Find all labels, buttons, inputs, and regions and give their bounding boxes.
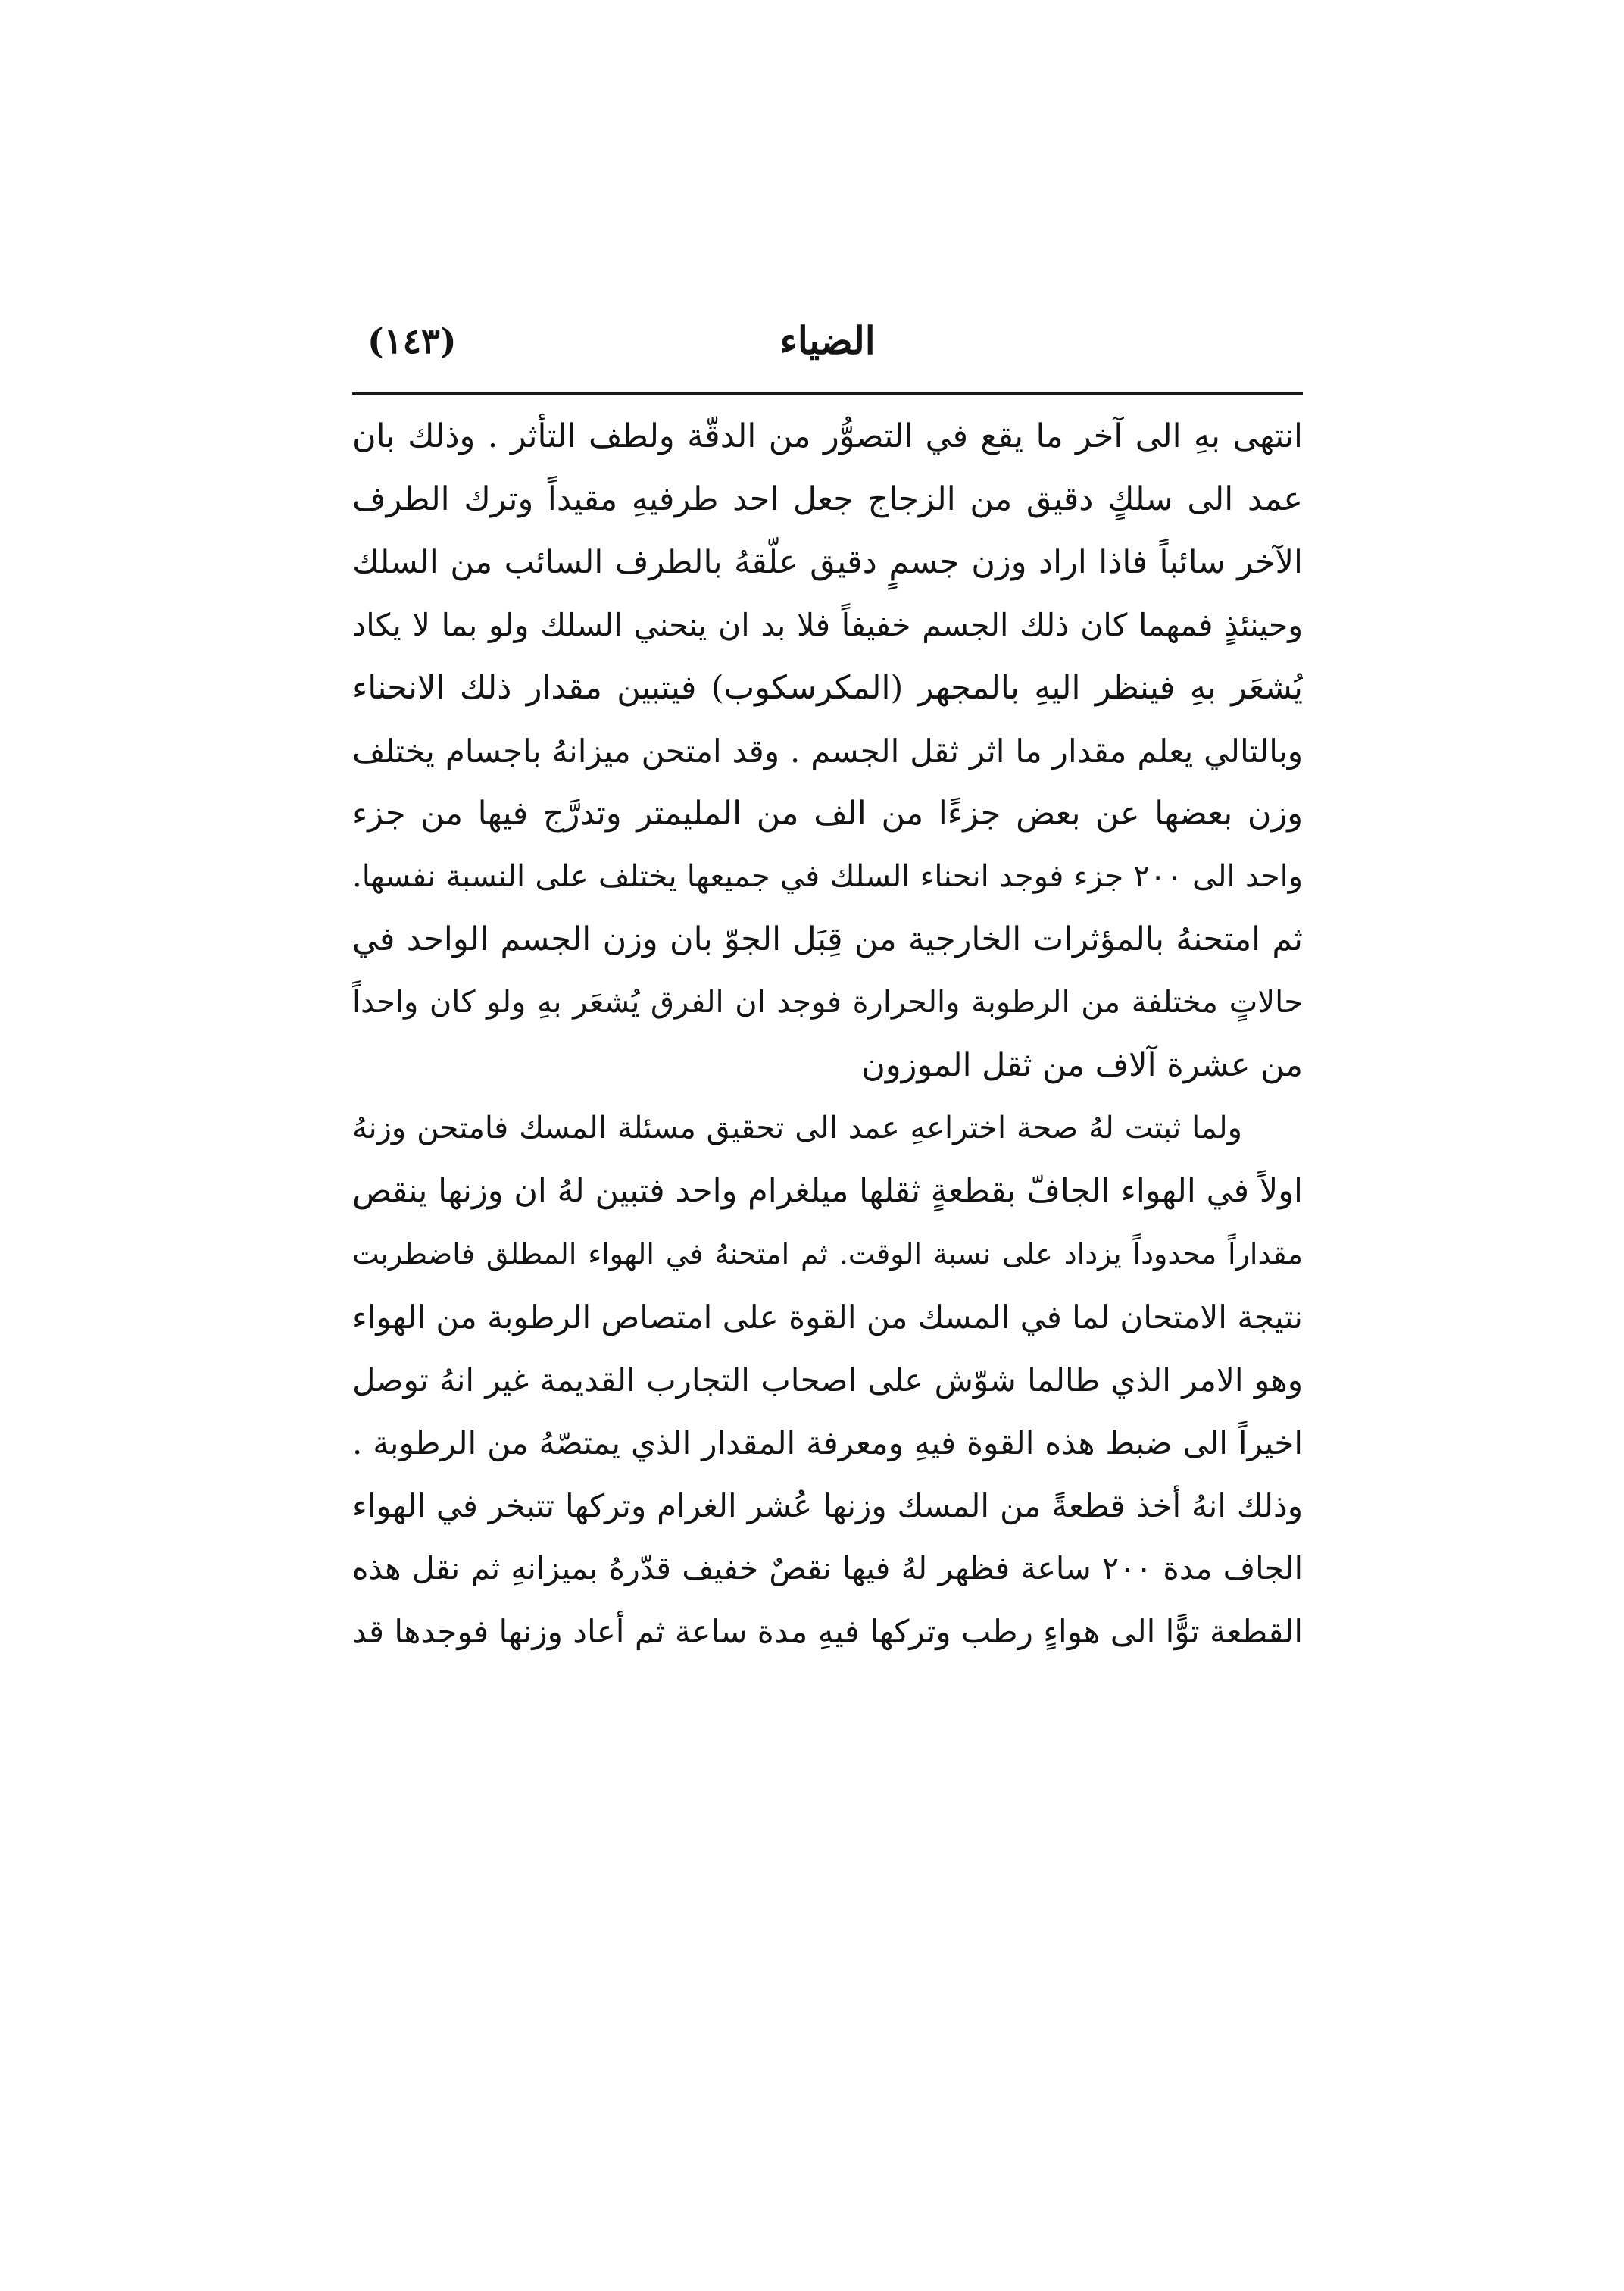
page-number: (١٤٣) [367, 320, 457, 361]
text-line: عمد الى سلكٍ دقيق من الزجاج جعل احد طرفيهِ مقيداً وترك الطرف [352, 480, 1303, 518]
page-header [352, 311, 1303, 386]
text-line: وبالتالي يعلم مقدار ما اثر ثقل الجسم . وقد امتحن ميزانهُ باجسام يختلف [352, 733, 1303, 770]
text-line: من عشرة آلاف من ثقل الموزون [861, 1046, 1303, 1084]
header-rule [352, 392, 1303, 395]
text-line: القطعة توًّا الى هواءٍ رطب وتركها فيهِ مدة ساعة ثم أعاد وزنها فوجدها قد [352, 1613, 1303, 1650]
text-line: نتيجة الامتحان لما في المسك من القوة على امتصاص الرطوبة من الهواء [352, 1299, 1303, 1336]
body-text [352, 405, 1303, 1663]
text-line: ثم امتحنهُ بالمؤثرات الخارجية من قِبَل الجوّ بان وزن الجسم الواحد في [352, 920, 1303, 958]
text-line: وحينئذٍ فمهما كان ذلك الجسم خفيفاً فلا بد ان ينحني السلك ولو بما لا يكاد [352, 607, 1303, 643]
text-line: الجاف مدة ٢٠٠ ساعة فظهر لهُ فيها نقصٌ خفيف قدّرهُ بميزانهِ ثم نقل هذه [352, 1550, 1303, 1586]
text-line: يُشعَر بهِ فينظر اليهِ بالمجهر (المكرسكوب) فيتبين مقدار ذلك الانحناء [352, 669, 1303, 707]
text-line: انتهى بهِ الى آخر ما يقع في التصوُّر من الدقّة ولطف التأثر . وذلك بان [352, 417, 1303, 455]
text-line: مقداراً محدوداً يزداد على نسبة الوقت. ثم امتحنهُ في الهواء المطلق فاضطربت [352, 1237, 1303, 1271]
text-line: وزن بعضها عن بعض جزءًا من الف من المليمتر وتدرَّج فيها من جزء [352, 795, 1303, 833]
text-line: ولما ثبتت لهُ صحة اختراعهِ عمد الى تحقيق مسئلة المسك فامتحن وزنهُ [352, 1111, 1243, 1146]
running-title: الضياء [779, 318, 876, 363]
text-line: الآخر سائباً فاذا اراد وزن جسمٍ دقيق علّقهُ بالطرف السائب من السلك [352, 543, 1303, 581]
paragraph-1 [352, 405, 1303, 1097]
text-line: وذلك انهُ أخذ قطعةً من المسك وزنها عُشر الغرام وتركها تتبخر في الهواء [352, 1487, 1303, 1524]
text-line: وهو الامر الذي طالما شوّش على اصحاب التجارب القديمة غير انهُ توصل [352, 1361, 1303, 1399]
text-line: اخيراً الى ضبط هذه القوة فيهِ ومعرفة المقدار الذي يمتصّهُ من الرطوبة . [352, 1424, 1303, 1461]
text-line: اولاً في الهواء الجافّ بقطعةٍ ثقلها ميلغرام واحد فتبين لهُ ان وزنها ينقص [352, 1172, 1303, 1210]
paragraph-2 [352, 1097, 1303, 1663]
text-line: واحد الى ٢٠٠ جزء فوجد انحناء السلك في جميعها يختلف على النسبة نفسها. [352, 859, 1303, 894]
text-line: حالاتٍ مختلفة من الرطوبة والحرارة فوجد ان الفرق يُشعَر بهِ ولو كان واحداً [352, 985, 1303, 1020]
